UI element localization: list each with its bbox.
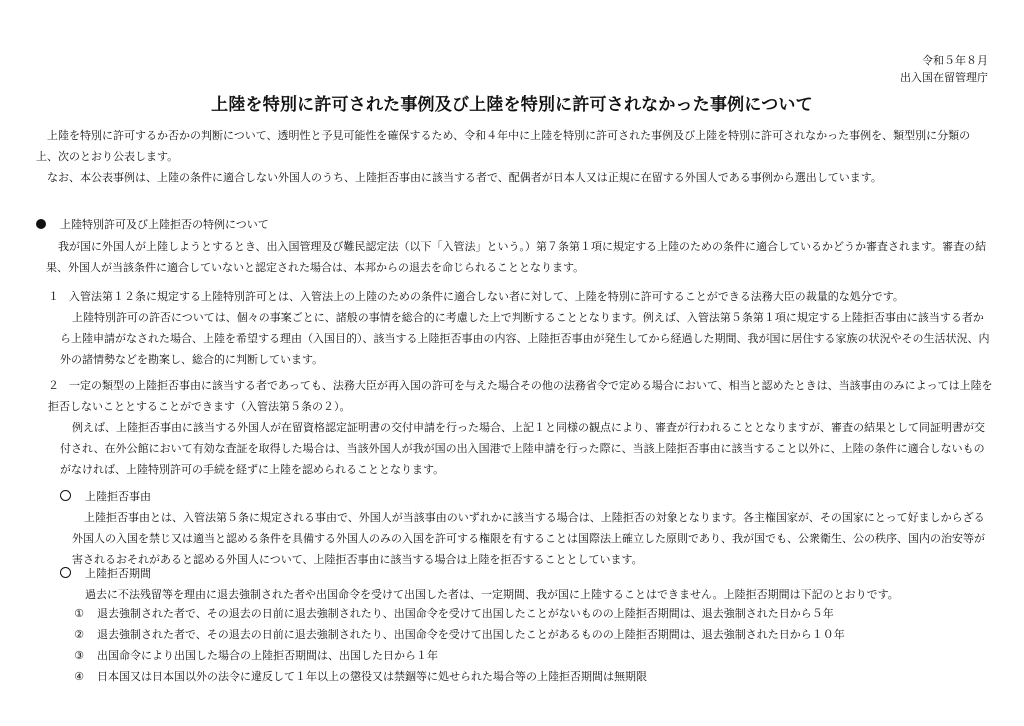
period-item-2 (72, 626, 845, 644)
period-heading (60, 565, 151, 583)
refusal-heading (60, 488, 151, 506)
section-1-number: １ (48, 290, 59, 303)
intro-paragraph-1: 上陸を特別に許可するか否かの判断について、透明性と予見可能性を確保するため、令和４年中に上陸を特別に許可された事例及び上陸を特別に許可されなかった事例を、類型別に分類の上、次のとおり公表します。 (36, 129, 971, 163)
period-item-2-number: ② (74, 628, 84, 641)
period-item-3-number: ③ (74, 649, 84, 662)
section-2-number: ２ (48, 379, 59, 392)
section-1-heading (48, 286, 993, 307)
document-title: 上陸を特別に許可された事例及び上陸を特別に許可されなかった事例について (211, 95, 813, 115)
period-item-3 (72, 647, 438, 665)
intro-paragraph-2: なお、本公表事例は、上陸の条件に適合しない外国人のうち、上陸拒否事由に該当する者で、配偶者が日本人又は正規に在留する外国人である事例から選出しています。 (47, 171, 882, 184)
section-1-heading-text: 入管法第１２条に規定する上陸特別許可とは、入管法上の上陸のための条件に適合しない者に対して、上陸を特別に許可することができる法務大臣の裁量的な処分です。 (69, 290, 904, 303)
special-section-heading-text: 上陸特別許可及び上陸拒否の特例について (60, 218, 269, 231)
period-item-4-number: ④ (74, 670, 84, 683)
period-item-4 (72, 668, 647, 686)
special-section-description: 我が国に外国人が上陸しようとするとき、出入国管理及び難民認定法（以下「入管法」という。）第７条第１項に規定する上陸のための条件に適合しているかどうか審査されます。審査の結果、外国人が当該条件に適合していないと認定された場合は、本邦からの退去を命じられることとなります。 (46, 240, 987, 274)
section-2-body: 例えば、上陸拒否事由に該当する外国人が在留資格認定証明書の交付申請を行った場合、上記１と同様の観点により、審査が行われることとなりますが、審査の結果として同証明書が交付され、在外公館において有効な査証を取得した場合は、当該外国人が我が国の出入国港で上陸申請を行った際に、当該上陸拒否事由に該当すること以外に、上陸の条件に適合しないものがなければ、上陸特別許可の手続を経ずに上陸を認められることとなります。 (60, 421, 985, 476)
period-item-1-text: 退去強制された者で、その退去の日前に退去強制されたり、出国命令を受けて出国したことがないものの上陸拒否期間は、退去強制された日から５年 (97, 607, 834, 620)
open-circle-bullet-icon (60, 490, 71, 501)
filled-circle-bullet-icon (36, 219, 46, 229)
section-2-heading-text: 一定の類型の上陸拒否事由に該当する者であっても、法務大臣が再入国の許可を与えた場合その他の法務省令で定める場合において、相当と認めたときは、当該事由のみによっては上陸を拒否しないこととすることができます（入管法第５条の２）。 (48, 379, 993, 413)
period-intro: 過去に不法残留等を理由に退去強制された者や出国命令を受けて出国した者は、一定期間、我が国に上陸することはできません。上陸拒否期間は下記のとおりです。 (85, 588, 899, 601)
open-circle-bullet-icon (60, 567, 71, 578)
period-item-1-number: ① (74, 607, 84, 620)
period-item-4-text: 日本国又は日本国以外の法令に違反して１年以上の懲役又は禁錮等に処せられた場合等の上陸拒否期間は無期限 (97, 670, 647, 683)
section-2-heading (48, 375, 993, 417)
document-meta (900, 52, 988, 86)
issuing-agency: 出入国在留管理庁 (900, 71, 988, 84)
period-item-1 (72, 605, 834, 623)
refusal-heading-text: 上陸拒否事由 (85, 490, 151, 503)
issue-date: 令和５年８月 (922, 54, 988, 67)
special-section-heading (36, 216, 269, 234)
section-1-body: 上陸特別許可の許否については、個々の事案ごとに、諸般の事情を総合的に考慮した上で判断することとなります。例えば、入管法第５条第１項に規定する上陸拒否事由に該当する者から上陸申請がなされた場合、上陸を希望する理由（入国目的）、該当する上陸拒否事由の内容、上陸拒否事由が発生してから経過した期間、我が国に居住する家族の状況やその生活状況、内外の諸情勢などを勘案し、総合的に判断しています。 (60, 311, 990, 366)
period-item-2-text: 退去強制された者で、その退去の日前に退去強制されたり、出国命令を受けて出国したことがあるものの上陸拒否期間は、退去強制された日から１０年 (97, 628, 845, 641)
period-heading-text: 上陸拒否期間 (85, 567, 151, 580)
period-item-3-text: 出国命令により出国した場合の上陸拒否期間は、出国した日から１年 (97, 649, 438, 662)
refusal-body: 上陸拒否事由とは、入管法第５条に規定される事由で、外国人が当該事由のいずれかに該当する場合は、上陸拒否の対象となります。各主権国家が、その国家にとって好ましからざる外国人の入国を禁じ又は適当と認める条件を具備する外国人のみの入国を許可する権限を有することは国際法上確立した原則であり、我が国でも、公衆衛生、公の秩序、国内の治安等が害されるおそれがあると認める外国人について、上陸拒否事由に該当する場合は上陸を拒否することとしています。 (72, 511, 985, 566)
